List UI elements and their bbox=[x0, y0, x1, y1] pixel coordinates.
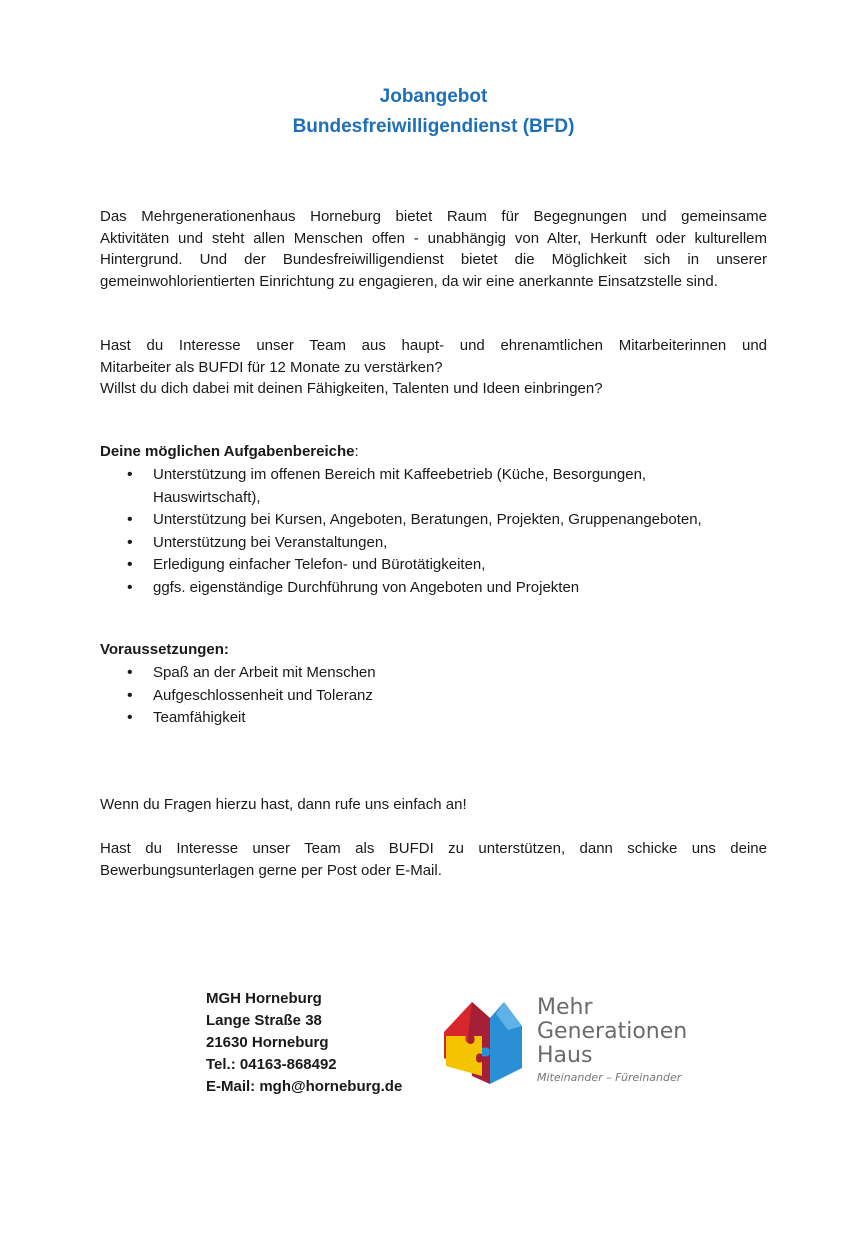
intro-line: gemeinwohlorientierten Einrichtung zu engagieren, da wir eine anerkannte Einsatzstelle sind. bbox=[100, 272, 718, 290]
requirements-list bbox=[100, 662, 376, 730]
list-item: • Unterstützung im offenen Bereich mit Kaffeebetrieb (Küche, Besorgungen, bbox=[100, 464, 702, 487]
logo-word-generationen: Generationen bbox=[537, 1019, 688, 1044]
list-item-continuation: Hauswirtschaft), bbox=[153, 488, 261, 506]
list-item: • Unterstützung bei Kursen, Angeboten, Beratungen, Projekten, Gruppenangeboten, bbox=[100, 509, 702, 532]
logo-word-mehr: Mehr bbox=[537, 995, 593, 1020]
list-item: • Teamfähigkeit bbox=[100, 707, 376, 730]
tasks-heading-colon: : bbox=[354, 443, 359, 460]
contact-block bbox=[206, 988, 402, 1098]
page-subtitle: Bundesfreiwilligendienst (BFD) bbox=[292, 116, 575, 137]
logo-tagline: Miteinander – Füreinander bbox=[537, 1071, 682, 1084]
apply-line: Bewerbungsunterlagen gerne per Post oder E-Mail. bbox=[100, 861, 442, 879]
contact-email: E-Mail: mgh@horneburg.de bbox=[206, 1078, 403, 1095]
page-title: Jobangebot bbox=[379, 86, 488, 107]
list-item: • Spaß an der Arbeit mit Menschen bbox=[100, 662, 376, 685]
intro-paragraph bbox=[100, 206, 767, 292]
questions-text: Wenn du Fragen hierzu hast, dann rufe uns einfach an! bbox=[100, 796, 467, 813]
logo-puzzle-notch bbox=[482, 1048, 490, 1057]
interest-line: Willst du dich dabei mit deinen Fähigkeiten, Talenten und Ideen einbringen? bbox=[100, 380, 603, 397]
list-item: • ggfs. eigenständige Durchführung von Angeboten und Projekten bbox=[100, 577, 702, 600]
tasks-heading bbox=[100, 443, 359, 460]
list-item: • Unterstützung bei Veranstaltungen, bbox=[100, 532, 702, 555]
intro-line: Hintergrund. Und der Bundesfreiwilligendienst bietet die Möglichkeit sich in unserer bbox=[100, 251, 767, 268]
tasks-heading-text: Deine möglichen Aufgabenbereiche bbox=[100, 443, 355, 460]
interest-line: Hast du Interesse unser Team aus haupt- und ehrenamtlichen Mitarbeiterinnen und bbox=[100, 337, 767, 354]
contact-phone: Tel.: 04163-868492 bbox=[206, 1056, 337, 1073]
interest-line: Mitarbeiter als BUFDI für 12 Monate zu verstärken? bbox=[100, 358, 443, 376]
apply-paragraph bbox=[100, 838, 767, 881]
contact-city: 21630 Horneburg bbox=[206, 1034, 329, 1051]
requirements-heading: Voraussetzungen: bbox=[100, 641, 229, 658]
tasks-list bbox=[100, 464, 702, 599]
intro-line: Das Mehrgenerationenhaus Horneburg bietet Raum für Begegnungen und gemeinsame bbox=[100, 208, 767, 225]
logo-word-haus: Haus bbox=[537, 1043, 593, 1068]
interest-paragraph bbox=[100, 335, 767, 400]
intro-line: Aktivitäten und steht allen Menschen offen - unabhängig von Alter, Herkunft oder kulturellem bbox=[100, 229, 767, 247]
list-item: • Aufgeschlossenheit und Toleranz bbox=[100, 685, 376, 708]
contact-street: Lange Straße 38 bbox=[206, 1012, 322, 1029]
apply-line: Hast du Interesse unser Team als BUFDI zu unterstützen, dann schicke uns deine bbox=[100, 840, 767, 857]
list-item: • Erledigung einfacher Telefon- und Bürotätigkeiten, bbox=[100, 554, 702, 577]
contact-name: MGH Horneburg bbox=[206, 990, 322, 1007]
